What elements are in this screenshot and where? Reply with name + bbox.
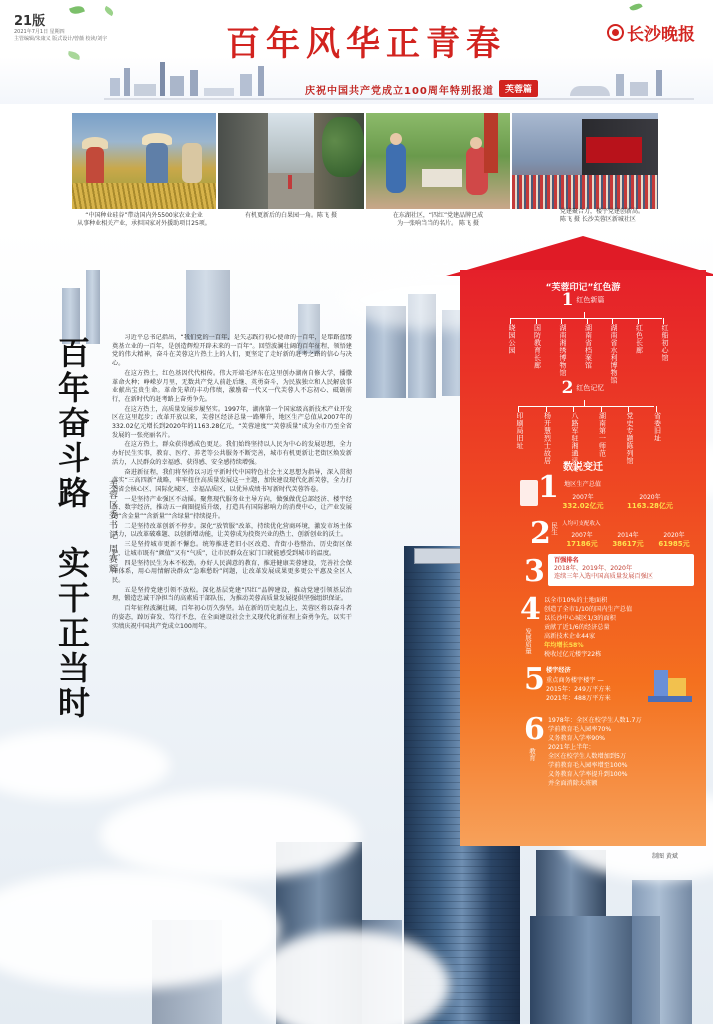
headline-line-1: 百年奋斗路 — [53, 336, 91, 511]
stat-line: 2021年：488万平方米 — [546, 695, 611, 702]
stat-6-category: 教育 — [528, 748, 536, 761]
stat-line: 创造了全市1/10的国内生产总值 — [544, 606, 633, 613]
route-stop: 杨开慧烈士故居 — [543, 412, 552, 465]
issue-date: 2021年7月1日 星期四 — [14, 29, 65, 35]
route-connector — [518, 406, 654, 407]
body-paragraph: 奋进新征程，我们将坚持以习近平新时代中国特色社会主义思想为指导，深入贯彻落实“三高四新”战略，牢牢扭住高质量发展这一主题，加快建设现代化新芙蓉，全力打造省会核心区、国际化城区、幸福品质区，以优异成绩书写新时代芙蓉答卷。 — [112, 468, 352, 493]
cell-year: 2020年 — [663, 532, 685, 539]
route-2-heading — [460, 378, 706, 398]
stat-line: 全区在校学生人数增加到5万 — [548, 753, 627, 760]
stat-line: 贡献了近1/6的经济总量 — [544, 624, 610, 631]
stat-2-category: 民生 — [550, 522, 558, 535]
editor-credits: 主管编辑/朱康义 版式设计/曾薇 校读/刘宇 — [14, 36, 108, 42]
cell-value: 1163.28亿元 — [627, 502, 673, 510]
graphic-credit: 制图 黄斌 — [652, 853, 678, 860]
caption-line: 有机更新后的白果园一角。陈飞 摄 — [245, 212, 337, 219]
body-paragraph: 习近平总书记指出，“我们党的一百年，是矢志践行初心使命的一百年，是筚路蓝缕奠基立业的一百年，是创造辉煌开辟未来的一百年”。回望波澜壮阔的百年征程，领悟建党的伟大精神，奋斗在芙蓉这片热土上的人们，更坚定了走好新的赶考之路的信心与决心。 — [112, 334, 352, 368]
stat-line: 税收过亿元楼宇22栋 — [544, 651, 602, 658]
cell-year: 2014年 — [617, 532, 639, 539]
route-connector — [584, 400, 585, 406]
leaf-decoration — [629, 1, 642, 12]
page-number: 21版 — [14, 14, 46, 29]
masthead — [0, 0, 713, 104]
photo-rice-harvest — [72, 113, 216, 209]
route-label: 红色新篇 — [576, 296, 605, 304]
cell-year: 2020年 — [639, 494, 661, 501]
caption-line: 为一张响当当的名片。 陈飞 摄 — [397, 220, 479, 227]
red-tour-title: “芙蓉印记”红色游 — [545, 283, 621, 293]
stat-3-lead: 百强排名 — [554, 557, 579, 564]
stat-5-number: 5 — [524, 662, 545, 697]
photo-building-rally — [512, 113, 658, 209]
route-stop: 红船初心馆 — [661, 324, 669, 362]
cell-year: 2007年 — [571, 532, 593, 539]
route-stop: 湖南省水利博物馆 — [610, 324, 618, 384]
stat-2-cell — [562, 530, 602, 549]
stat-1-cell — [618, 492, 682, 511]
cell-value: 332.02亿元 — [562, 502, 604, 510]
stat-line: 2015年：249万平方米 — [546, 686, 611, 693]
caption-line: 党建聚合力，楼宇党建创新高。 — [560, 208, 645, 215]
building — [632, 880, 692, 1024]
stat-6-number: 6 — [524, 712, 545, 747]
body-paragraph: 在这方热土，群众获得感成色更足。我们始终坚持以人民为中心的发展思想，全力办好民生实事，教育、医疗、养老等公共服务不断完善，城市有机更新让老街区焕发新活力，人民群众的幸福感、获得感、安全感持续增强。 — [112, 441, 352, 466]
cell-year: 2007年 — [572, 494, 594, 501]
leaf-decoration — [67, 51, 80, 60]
leaf-decoration — [103, 6, 115, 16]
body-paragraph: 三是坚持城市更新不懈怠。统筹推进老旧小区改造、背街小巷整治、历史街区保护，让城市既有“颜值”又有“气质”，让市民群众在家门口就能感受到城市的温度。 — [112, 541, 352, 557]
stat-2-cell — [654, 530, 694, 549]
newspaper-logo-icon — [607, 24, 624, 41]
stat-line: 并全面消除大班额 — [548, 780, 598, 787]
route-1-heading — [460, 290, 706, 310]
route-stop: 印刷局旧址 — [516, 412, 524, 450]
stat-4-text — [544, 596, 632, 659]
stat-line: 2021年上半年： — [548, 744, 595, 751]
stat-5-lead: 楼宇经济 — [546, 667, 571, 674]
stat-line: 2018年、2019年、2020年 — [554, 565, 633, 572]
stat-line: 1978年：全区在校学生人数1.7万 — [548, 717, 642, 724]
body-paragraph: 二是坚持改革创新不停步。深化“放管服”改革，持续优化营商环境，激发市场主体活力，以改革破难题、以创新增动能，让芙蓉成为投资兴业的热土、创新创业的沃土。 — [112, 522, 352, 539]
office-building-icon — [648, 664, 692, 704]
cell-value: 38617元 — [612, 540, 644, 548]
special-report-subtitle: 庆祝中国共产党成立100周年特别报道 — [305, 86, 494, 97]
stat-1-number: 1 — [538, 470, 559, 505]
headline-line-2: 实干正当时 — [53, 546, 91, 721]
leaf-decoration — [69, 4, 85, 16]
stat-3-number: 3 — [524, 554, 545, 589]
stat-1-cell — [558, 492, 608, 511]
header-divider — [104, 98, 694, 100]
newspaper-logo — [607, 20, 695, 45]
stat-line: 以长沙中心城区1/3的面积 — [544, 615, 616, 622]
stat-6-text — [548, 716, 642, 788]
body-paragraph: 五是坚持党建引领不放松。深化基层党建“四红”品牌建设，推动党建引领基层治理，锻造忠诚干净担当的高素质干部队伍，为推动芙蓉高质量发展提供坚强组织保证。 — [112, 586, 352, 603]
route-label: 红色记忆 — [576, 384, 605, 392]
stat-line: 学前教育毛入园率70% — [548, 726, 612, 733]
photo-caption-1 — [72, 212, 216, 228]
stat-line: 义务教育入学率90% — [548, 735, 606, 742]
stat-2-number: 2 — [530, 516, 551, 551]
stat-3-text — [554, 565, 653, 581]
section-badge: 芙蓉篇 — [499, 80, 538, 97]
stat-1-lead: 地区生产总值 — [564, 481, 602, 488]
body-paragraph: 在这方热土，高质量发展步履坚实。1997年，湖南第一个国家级高新技术产业开发区在这里起步；改革开放以来，芙蓉区经济总量一路攀升，地区生产总值从2007年的332.02亿元增长到2020年的1163.28亿元，“芙蓉速度”“芙蓉质量”成为全市乃至全省发展的一张亮丽名片。 — [112, 405, 352, 439]
building — [186, 270, 230, 340]
body-paragraph: 在这方热土，红色基因代代相传。伟大开端毛泽东在这里创办湖南自修大学，播撒革命火种；峥嵘岁月里，无数共产党人前赴后继、英勇奋斗，为民族独立和人民解放事业献出宝贵生命。革命先辈的丰功伟绩，激励着一代又一代芙蓉人不忘初心、砥砺前行，在新时代的赶考路上奋勇争先。 — [112, 369, 352, 403]
skyline-illustration-right — [560, 56, 710, 96]
stat-2-lead: 人均可支配收入 — [562, 521, 601, 527]
caption-line: “中国种业硅谷”带动国内外5500家农业企业 — [85, 212, 203, 219]
stat-line: 学前教育毛入园率增至100% — [548, 762, 628, 769]
route-stop: 湖南湘绣博物馆 — [559, 324, 567, 377]
stat-4-number: 4 — [520, 592, 541, 627]
masthead-title: 百年风华正青春 — [226, 24, 506, 64]
cell-value: 61985元 — [658, 540, 690, 548]
stat-2-cell — [608, 530, 648, 549]
route-stop: 湖南省档案馆 — [584, 324, 593, 369]
stat-1-chart-icon — [520, 480, 538, 506]
route-number: 1 — [561, 290, 574, 310]
stat-line: 连续三年入选中国高质量发展百强区 — [554, 573, 653, 580]
route-stop: 八路军驻湘通讯处 — [571, 412, 579, 472]
route-stop: 湖南第一师范 — [598, 412, 607, 457]
stat-line: 高新技术企业44家 — [544, 633, 596, 640]
stat-line: 年均增长58% — [544, 642, 584, 649]
red-arrow-infographic — [352, 236, 706, 860]
stats-title: 数说变迁 — [563, 462, 603, 473]
photo-old-street — [218, 113, 364, 209]
photo-caption-3 — [366, 212, 510, 228]
photo-community-residents — [366, 113, 510, 209]
route-stop: 省委旧址 — [653, 412, 662, 442]
caption-line: 在东湖社区，“四红”党建品牌已成 — [392, 212, 484, 219]
article-byline: 芙蓉区委书记 周赛辉 — [107, 480, 117, 574]
building — [86, 270, 100, 344]
body-paragraph: 一是坚持产业强区不动摇。聚焦现代服务业主导方向，做强做优总部经济、楼宇经济、数字经济，推动五一商圈提质升级，打造具有国际影响力的消费中心，让产业发展的“含金量”“含新量”“含绿量”持续提升。 — [112, 495, 352, 521]
cell-value: 17186元 — [566, 540, 598, 548]
route-stop: 红色长廊 — [635, 324, 644, 354]
stat-4-category: 发展质量 — [524, 628, 532, 654]
newspaper-name: 长沙晚报 — [627, 25, 695, 45]
stat-line: 重点商务楼宇楼宇 — — [546, 677, 604, 684]
photo-caption-4 — [560, 208, 670, 224]
body-paragraph: 四是坚持民生为本不松劲。办好人民满意的教育，推进健康芙蓉建设，完善社会保障体系，用心用情解决群众“急难愁盼”问题，让改革发展成果更多更公平惠及全区人民。 — [112, 559, 352, 584]
route-number: 2 — [561, 378, 574, 398]
caption-line: 陈飞 摄 长沙芙蓉区新城社区 — [560, 216, 636, 223]
caption-line: 从事种业相关产业，承担国家对外援助项目25项。 — [77, 220, 211, 227]
route-stop: 国防教育长廊 — [533, 324, 542, 369]
route-stop: 晓园公园 — [508, 324, 516, 354]
article-body — [112, 334, 352, 854]
stat-line: 以全市10%的土地面积 — [544, 597, 608, 604]
body-paragraph: 百年征程波澜壮阔，百年初心历久弥坚。站在新的历史起点上，芙蓉区将以奋斗者的姿态，踔厉奋发、笃行不怠，在全面建设社会主义现代化新征程上奋勇争先，以实干实绩庆祝中国共产党成立100周年。 — [112, 605, 352, 630]
route-connector — [584, 312, 585, 318]
stat-line: 义务教育入学率提升到100% — [548, 771, 628, 778]
photo-caption-2 — [218, 212, 364, 220]
stat-5-text — [546, 676, 611, 703]
route-stop: 党史专题陈列馆 — [626, 412, 634, 465]
